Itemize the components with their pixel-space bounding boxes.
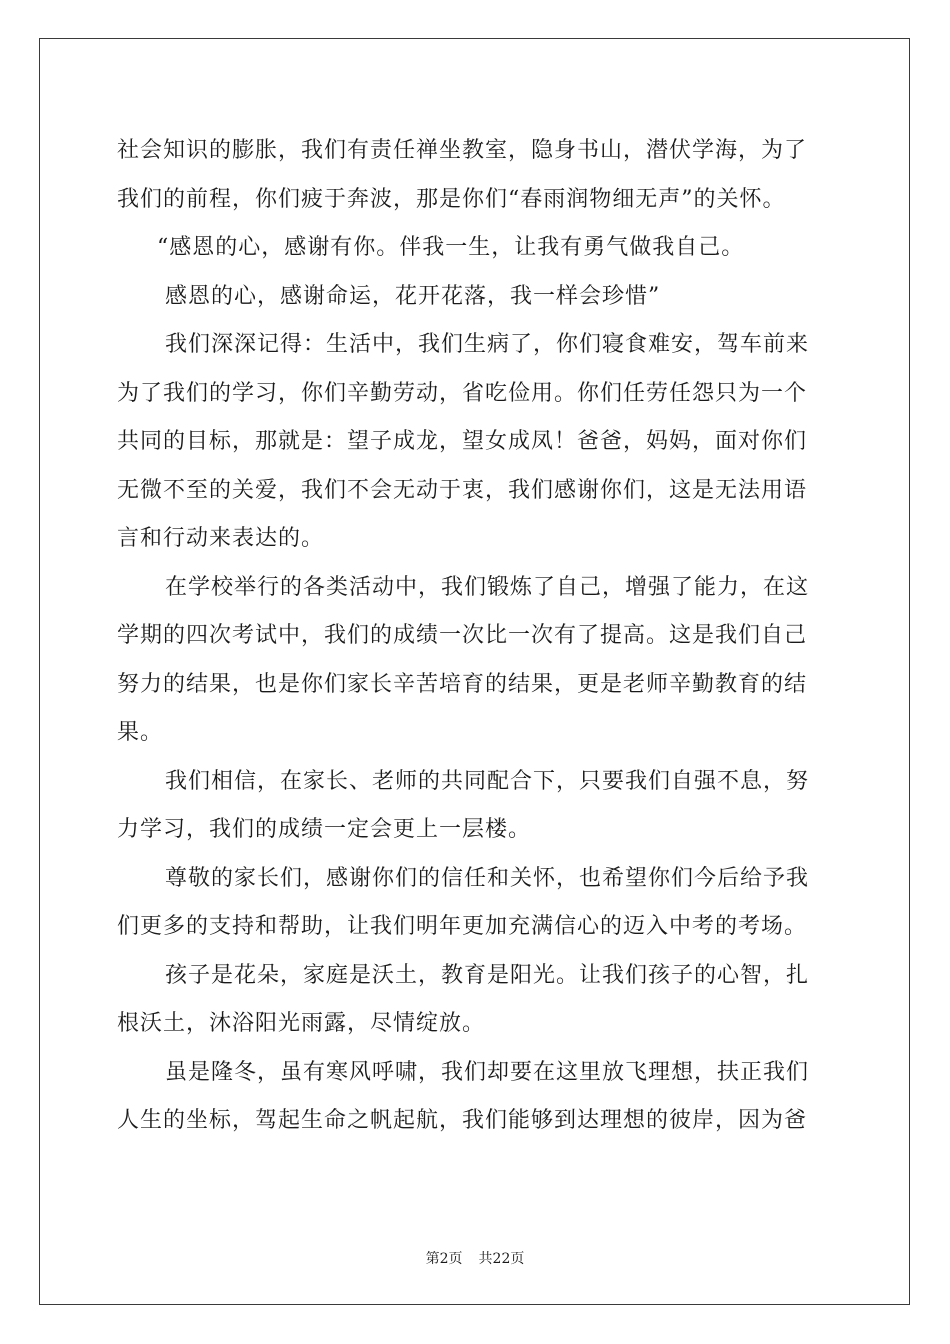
text-line: 我们的前程，你们疲于奔波，那是你们“春雨润物细无声”的关怀。 bbox=[117, 186, 786, 212]
text-line: 我们深深记得：生活中，我们生病了，你们寝食难安，驾车前来 bbox=[165, 332, 810, 357]
document-body bbox=[117, 127, 837, 1146]
text-line: 社会知识的膨胀，我们有责任禅坐教室，隐身书山，潜伏学海，为了 bbox=[117, 138, 808, 163]
text-line: 言和行动来表达的。 bbox=[117, 526, 325, 551]
text-line: “感恩的心，感谢有你。伴我一生，让我有勇气做我自己。 bbox=[157, 235, 745, 260]
text-line: 力学习，我们的成绩一定会更上一层楼。 bbox=[117, 817, 532, 842]
page-number: 第2页 bbox=[425, 1251, 463, 1267]
text-line: 人生的坐标，驾起生命之帆起航，我们能够到达理想的彼岸，因为爸 bbox=[117, 1108, 808, 1133]
text-line: 们更多的支持和帮助，让我们明年更加充满信心的迈入中考的考场。 bbox=[117, 914, 808, 939]
text-line: 虽是隆冬，虽有寒风呼啸，我们却要在这里放飞理想，扶正我们 bbox=[165, 1059, 810, 1085]
total-pages: 共22页 bbox=[478, 1251, 525, 1267]
text-line: 共同的目标，那就是：望子成龙，望女成凤！爸爸，妈妈，面对你们 bbox=[117, 429, 808, 454]
page-footer bbox=[0, 1248, 950, 1268]
text-line: 在学校举行的各类活动中，我们锻炼了自己，增强了能力，在这 bbox=[165, 574, 810, 600]
text-line: 我们相信，在家长、老师的共同配合下，只要我们自强不息，努 bbox=[165, 768, 810, 794]
text-line: 无微不至的关爱，我们不会无动于衷，我们感谢你们，这是无法用语 bbox=[117, 477, 808, 503]
text-line: 感恩的心，感谢命运，花开花落，我一样会珍惜” bbox=[165, 283, 661, 309]
text-line: 果。 bbox=[117, 720, 164, 745]
text-line: 为了我们的学习，你们辛勤劳动，省吃俭用。你们任劳任怨只为一个 bbox=[117, 380, 808, 406]
text-line: 根沃土，沐浴阳光雨露，尽情绽放。 bbox=[117, 1011, 486, 1036]
text-line: 尊敬的家长们，感谢你们的信任和关怀，也希望你们今后给予我 bbox=[165, 865, 810, 891]
text-line: 学期的四次考试中，我们的成绩一次比一次有了提高。这是我们自己 bbox=[117, 623, 808, 648]
text-line: 努力的结果，也是你们家长辛苦培育的结果，更是老师辛勤教育的结 bbox=[117, 671, 808, 697]
text-line: 孩子是花朵，家庭是沃土，教育是阳光。让我们孩子的心智，扎 bbox=[165, 962, 810, 988]
